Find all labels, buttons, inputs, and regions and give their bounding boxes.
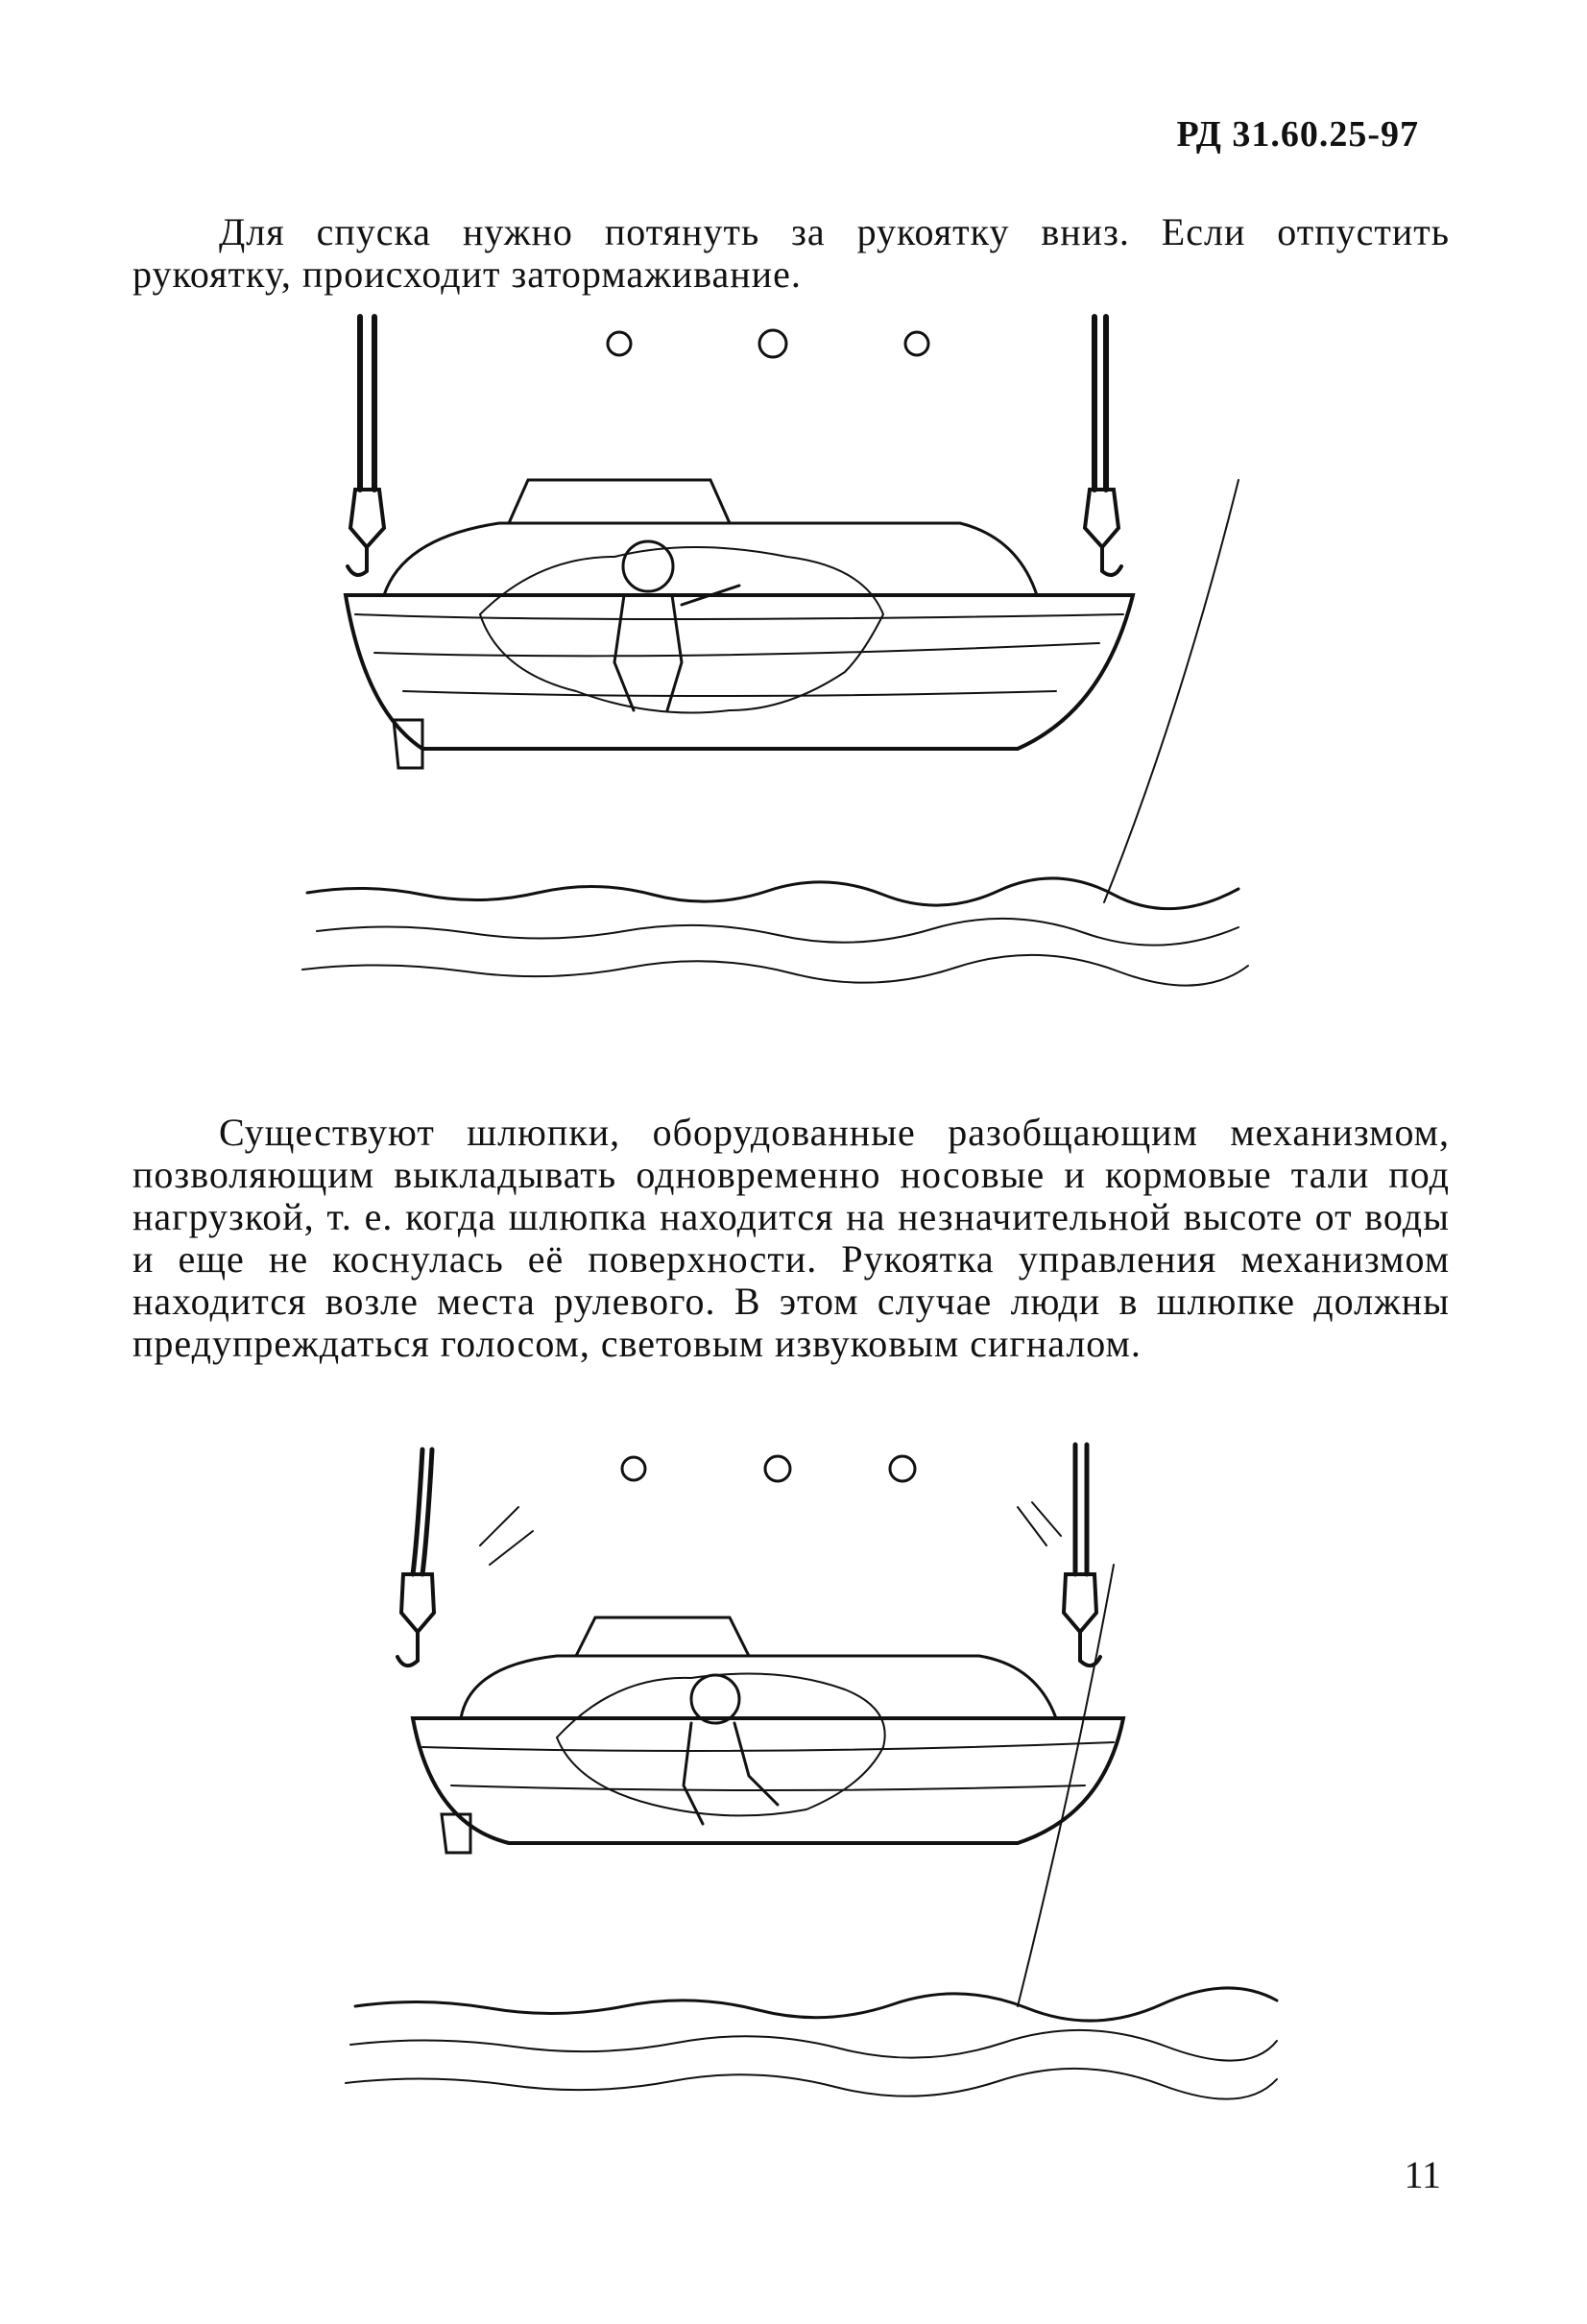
lifeboat-illustration-icon — [326, 1430, 1286, 2102]
lifeboat-illustration-icon — [288, 307, 1267, 998]
paragraph-lowering: Для спуска нужно потянуть за рукоятку вниз. Если отпустить рукоятку, происходит затормаживание. — [132, 210, 1450, 296]
page-number: 11 — [1404, 2153, 1441, 2196]
figure-lifeboat-release — [326, 1430, 1286, 2102]
figure-lifeboat-lowering — [288, 307, 1267, 998]
document-code: РД 31.60.25-97 — [1176, 114, 1419, 155]
paragraph-release-mechanism: Существуют шлюпки, оборудованные разобщающим механизмом, позволяющим выкладывать одновременно носовые и кормовые тали под нагрузкой, т. е. когда шлюпка находится на незначительной высоте от воды и еще не коснулась её поверхности. Рукоятка управления механизмом находится возле места рулевого. В этом случае люди в шлюпке должны предупреждаться голосом, световым извуковым сигналом. — [132, 1111, 1450, 1365]
